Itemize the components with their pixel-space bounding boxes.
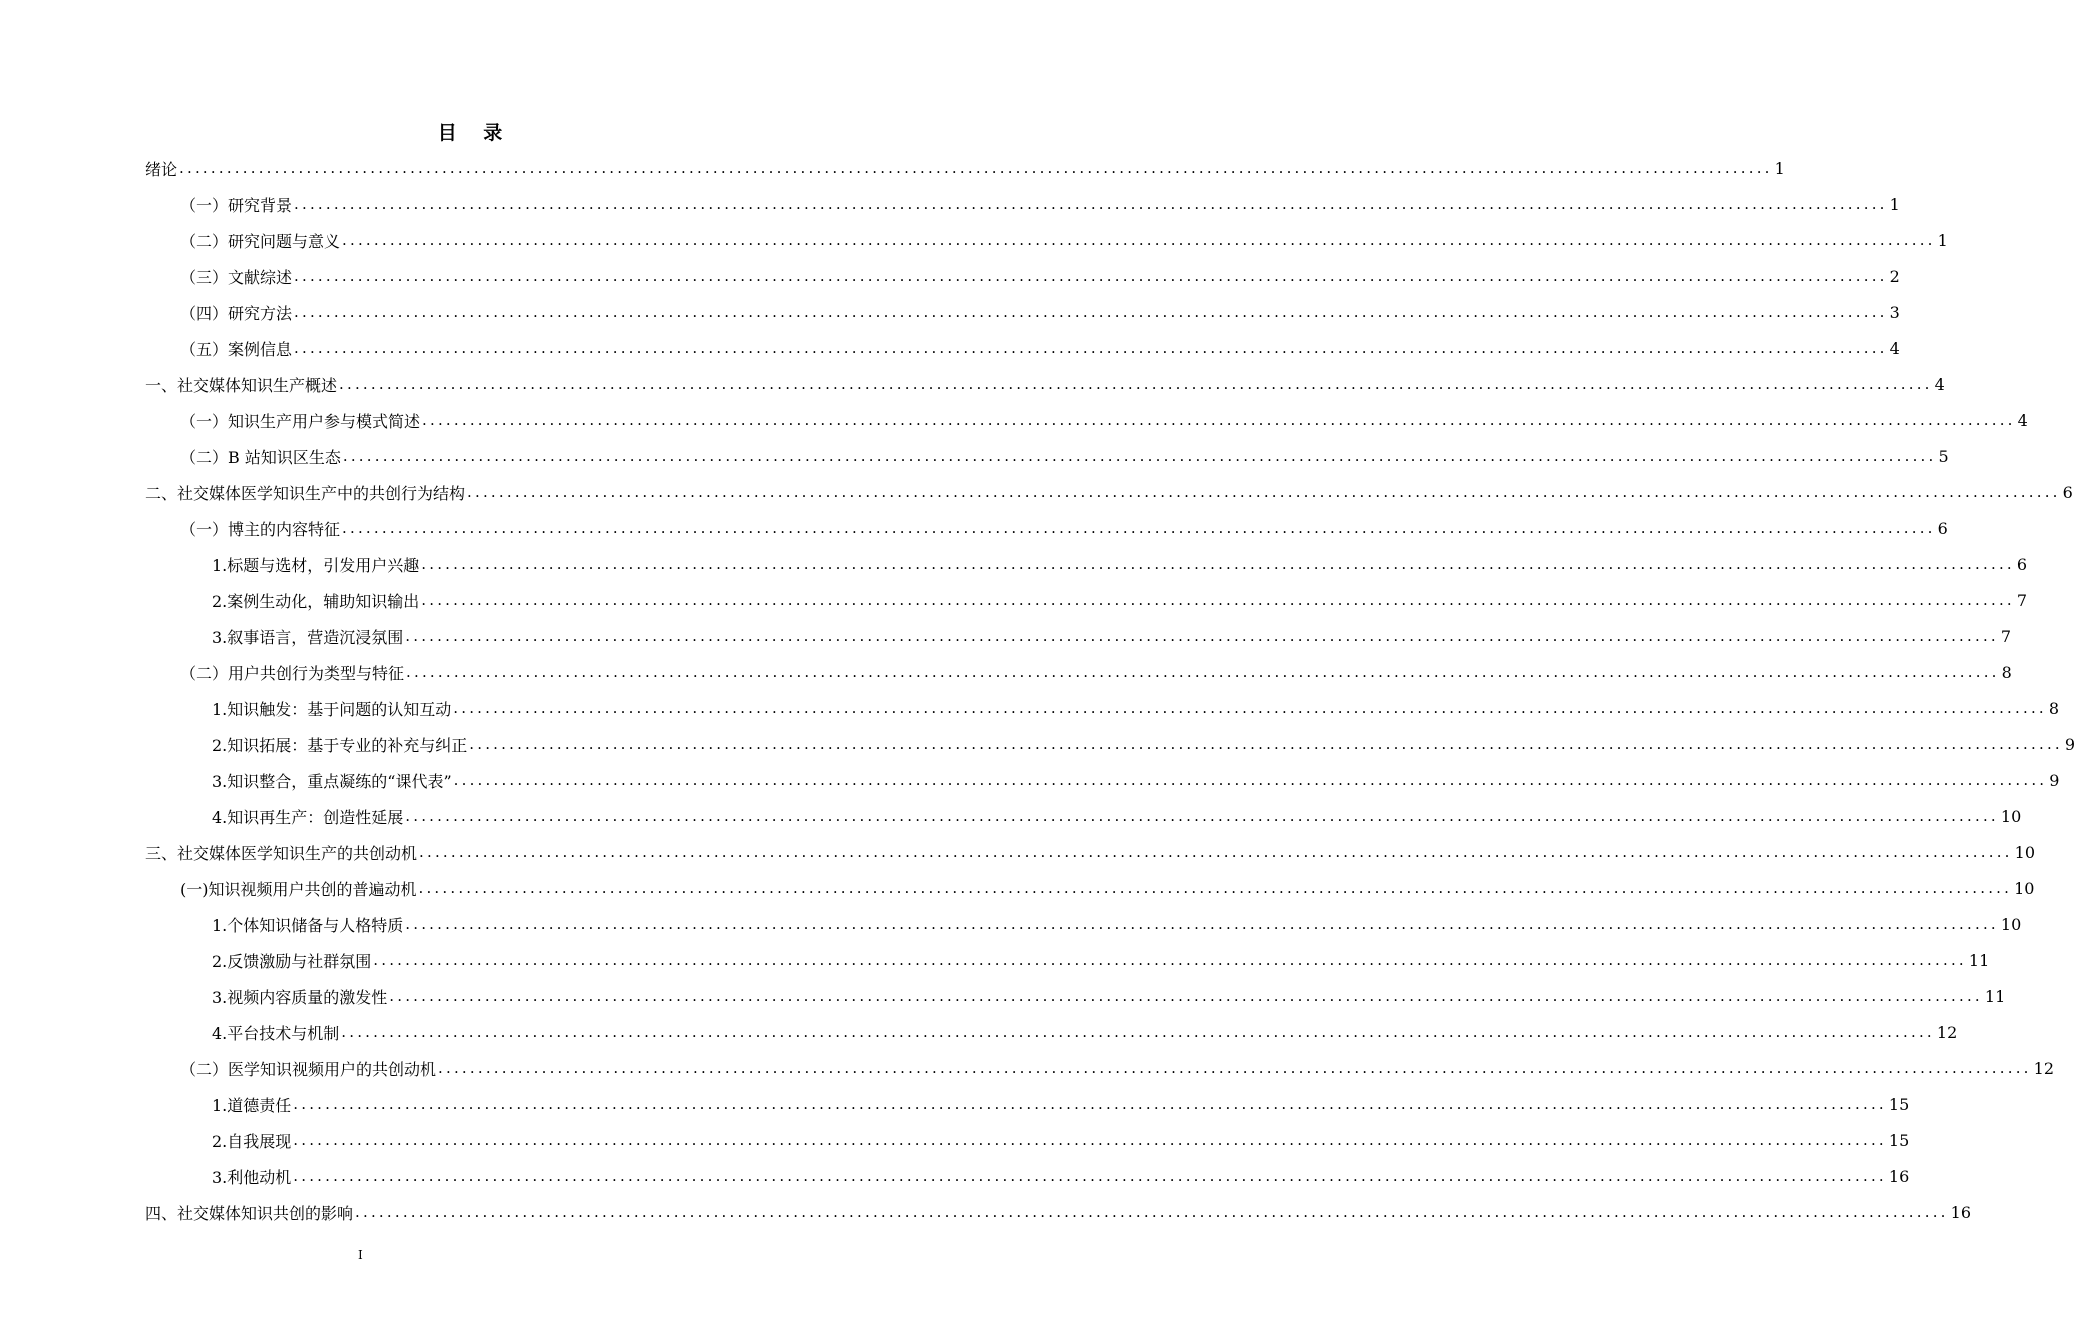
toc-leader-dots: ........................................................................................................................................................................................................ [294,267,1888,285]
toc-entry [145,474,2073,510]
toc-entry [145,942,1990,978]
toc-entry [145,546,2028,582]
toc-leader-dots: ........................................................................................................................................................................................................ [293,1167,1887,1185]
toc-entry-title: 一、社交媒体知识生产概述 [145,375,338,395]
toc-entry-page: 4 [1934,374,1945,394]
toc-entry [145,294,1900,330]
toc-leader-dots: ........................................................................................................................................................................................................ [342,519,1936,537]
toc-entry [145,510,1948,546]
toc-entry-page: 4 [2017,410,2028,430]
toc-entry-page: 10 [2000,806,2022,826]
toc-leader-dots: ........................................................................................................................................................................................................ [355,1203,1949,1221]
toc-entry-page: 6 [2016,554,2028,574]
toc-entry-title: 1.标题与选材，引发用户兴趣 [212,555,420,575]
toc-entry-page: 4 [1889,338,1900,358]
page-number-footer: I [358,1248,363,1262]
toc-entry [145,726,2075,762]
toc-entry-page: 2 [1889,266,1900,286]
toc-entry-title: (一)知识视频用户共创的普遍动机 [180,879,417,899]
toc-entry [145,762,2060,798]
toc-entry [145,330,1900,366]
toc-leader-dots: ........................................................................................................................................................................................................ [293,1095,1887,1113]
toc-entry-title: （一）研究背景 [180,195,293,215]
toc-leader-dots: ........................................................................................................................................................................................................ [453,699,2047,717]
toc-entry-page: 9 [2049,770,2060,790]
toc-entry [145,1086,1910,1122]
toc-leader-dots: ........................................................................................................................................................................................................ [294,195,1888,213]
toc-entry-title: 1.知识触发：基于问题的认知互动 [212,699,452,719]
toc-entry [145,978,2006,1014]
toc-entry-title: 绪论 [145,159,178,179]
toc-leader-dots: ........................................................................................................................................................................................................ [467,483,2061,501]
toc-leader-dots: ........................................................................................................................................................................................................ [294,339,1888,357]
toc-entry [145,870,2035,906]
toc-entry [145,618,2012,654]
toc-entry-page: 10 [2014,878,2035,898]
toc-entry-page: 15 [1888,1094,1910,1114]
toc-entry [145,1014,1958,1050]
toc-leader-dots: ........................................................................................................................................................................................................ [405,627,1999,645]
toc-entry [145,798,2022,834]
toc-entry [145,366,1945,402]
toc-entry [145,906,2022,942]
toc-entry-page: 9 [2064,734,2075,754]
toc-leader-dots: ........................................................................................................................................................................................................ [389,987,1983,1005]
toc-leader-dots: ........................................................................................................................................................................................................ [438,1059,2032,1077]
toc-entry-title: 3.利他动机 [212,1167,292,1187]
toc-entry-title: 3.知识整合，重点凝练的“课代表” [212,771,452,791]
toc-entry [145,1122,1910,1158]
toc-entry [145,1050,2054,1086]
toc-leader-dots: ........................................................................................................................................................................................................ [405,807,1999,825]
toc-entry-title: （一）知识生产用户参与模式简述 [180,411,421,431]
toc-entry-title: （二）用户共创行为类型与特征 [180,663,405,683]
toc-entry-page: 15 [1888,1130,1910,1150]
toc-entry-title: 4.平台技术与机制 [212,1023,340,1043]
toc-entry-title: 4.知识再生产：创造性延展 [212,807,404,827]
toc-entry-page: 10 [2014,842,2035,862]
toc-entry [145,222,1948,258]
toc-entry-title: 1.道德责任 [212,1095,292,1115]
toc-entry-page: 6 [1937,518,1948,538]
toc-leader-dots: ........................................................................................................................................................................................................ [419,843,2013,861]
toc-entry-title: （一）博主的内容特征 [180,519,341,539]
toc-leader-dots: ........................................................................................................................................................................................................ [453,771,2048,789]
toc-entry [145,150,1785,186]
toc-entry-title: （三）文献综述 [180,267,293,287]
toc-entry [145,1194,1971,1230]
toc-entry-title: （二）研究问题与意义 [180,231,341,251]
toc-entry-page: 11 [1984,986,2006,1006]
toc-leader-dots: ........................................................................................................................................................................................................ [342,231,1936,249]
toc-leader-dots: ........................................................................................................................................................................................................ [342,447,1937,465]
toc-leader-dots: ........................................................................................................................................................................................................ [179,159,1773,177]
toc-entry [145,690,2060,726]
toc-entry-page: 3 [1889,302,1900,322]
toc-entry-page: 5 [1938,446,1949,466]
toc-entry [145,402,2028,438]
toc-entry-title: 2.知识拓展：基于专业的补充与纠正 [212,735,468,755]
toc-leader-dots: ........................................................................................................................................................................................................ [341,1023,1935,1041]
table-of-contents [145,150,2075,1230]
toc-entry-title: 3.叙事语言，营造沉浸氛围 [212,627,404,647]
toc-leader-dots: ........................................................................................................................................................................................................ [294,303,1888,321]
toc-entry-page: 7 [2016,590,2028,610]
toc-entry [145,186,1900,222]
toc-entry-title: 3.视频内容质量的激发性 [212,987,388,1007]
toc-entry-title: 1.个体知识储备与人格特质 [212,915,404,935]
toc-entry-title: 2.案例生动化，辅助知识输出 [212,591,420,611]
toc-entry-page: 7 [2000,626,2012,646]
toc-leader-dots: ........................................................................................................................................................................................................ [421,591,2015,609]
toc-entry-page: 16 [1950,1202,1971,1222]
toc-entry-title: 四、社交媒体知识共创的影响 [145,1203,354,1223]
toc-entry-title: （二）医学知识视频用户的共创动机 [180,1059,437,1079]
toc-entry [145,1158,1910,1194]
toc-entry-title: 2.自我展现 [212,1131,292,1151]
toc-entry-page: 16 [1888,1166,1910,1186]
toc-leader-dots: ........................................................................................................................................................................................................ [418,879,2013,897]
toc-entry [145,438,1949,474]
toc-entry [145,834,2035,870]
toc-entry-page: 11 [1968,950,1990,970]
toc-entry-title: 二、社交媒体医学知识生产中的共创行为结构 [145,483,466,503]
toc-entry-title: （五）案例信息 [180,339,293,359]
toc-entry-page: 6 [2062,482,2073,502]
toc-leader-dots: ........................................................................................................................................................................................................ [422,411,2016,429]
toc-entry-title: 2.反馈激励与社群氛围 [212,951,372,971]
toc-leader-dots: ........................................................................................................................................................................................................ [421,555,2015,573]
toc-entry-page: 1 [1937,230,1948,250]
toc-entry-page: 8 [2048,698,2060,718]
toc-entry-page: 10 [2000,914,2022,934]
toc-entry-title: 三、社交媒体医学知识生产的共创动机 [145,843,418,863]
toc-entry [145,258,1900,294]
toc-leader-dots: ........................................................................................................................................................................................................ [406,663,2000,681]
toc-entry [145,582,2028,618]
toc-leader-dots: ........................................................................................................................................................................................................ [373,951,1967,969]
toc-entry-page: 1 [1774,158,1785,178]
toc-leader-dots: ........................................................................................................................................................................................................ [339,375,1933,393]
toc-entry-page: 1 [1889,194,1900,214]
toc-entry-page: 12 [1936,1022,1958,1042]
toc-leader-dots: ........................................................................................................................................................................................................ [405,915,1999,933]
toc-entry [145,654,2012,690]
toc-leader-dots: ........................................................................................................................................................................................................ [293,1131,1887,1149]
toc-entry-page: 8 [2001,662,2012,682]
toc-title: 目 录 [437,122,513,144]
toc-leader-dots: ........................................................................................................................................................................................................ [469,735,2063,753]
toc-entry-page: 12 [2033,1058,2054,1078]
toc-entry-title: （二）B 站知识区生态 [180,447,341,467]
toc-entry-title: （四）研究方法 [180,303,293,323]
